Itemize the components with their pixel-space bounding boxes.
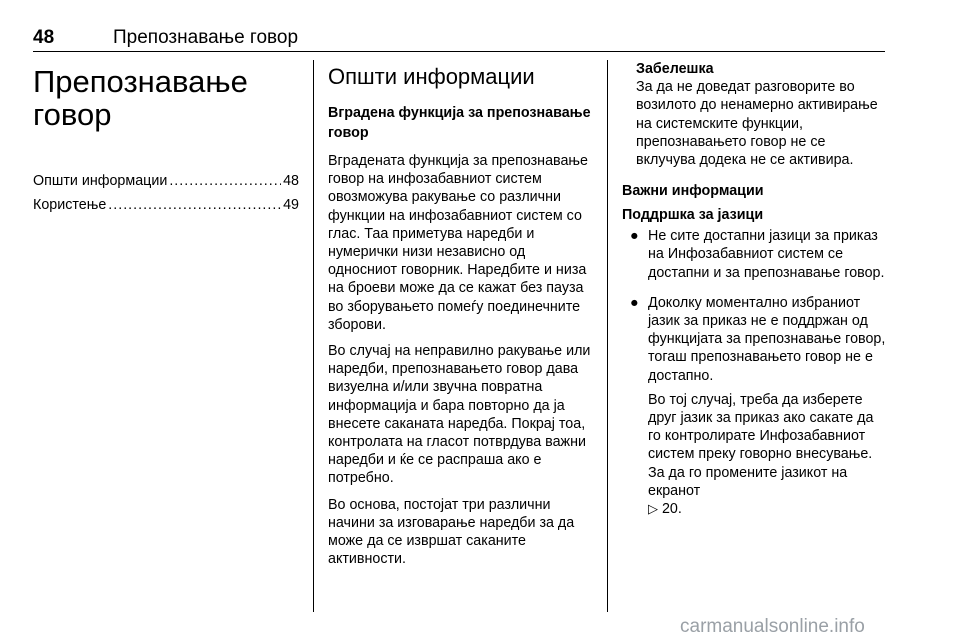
important-title: Важни информации xyxy=(622,183,764,200)
toc-leader-dots xyxy=(169,169,281,193)
bullet-text: Не сите достапни јазици за приказ на Инфозабавниот систем се достапни и за препознавање говор. xyxy=(648,228,885,281)
column-divider xyxy=(607,60,608,612)
bullet-extra-body: Во тој случај, треба да изберете друг јазик за приказ ако сакате да го контролирате Инфозабавниот систем преку говорно внесување. За да го промените јазикот на екранот xyxy=(648,391,874,499)
section-column xyxy=(328,60,594,576)
list-item xyxy=(622,227,888,282)
running-title: Препознавање говор xyxy=(113,27,299,48)
watermark: carmanualsonline.info xyxy=(680,616,865,637)
bullet-icon: ● xyxy=(630,228,639,245)
toc-entry-page: 49 xyxy=(283,197,299,213)
bullet-extra-text xyxy=(648,391,888,518)
chapter-title: Препознавање говор xyxy=(33,64,248,132)
toc-entry-label: Користење xyxy=(33,197,107,213)
notes-column xyxy=(622,60,888,530)
table-of-contents xyxy=(33,169,299,217)
body-paragraph: Во основа, постојат три различни начини за изговарање наредби за да може да се извршат саканите активности. xyxy=(328,496,575,568)
body-paragraph: Вградената функција за препознавање говор на инфозабавниот систем овозможува ракување со различни функции на инфозабавниот систем со глас. Таа приметува наредби и нумерички низи независно од односниот говорник. Наредбите и низа на броеви може да се кажат без пауза во зборувањето помеѓу поединечните зборови. xyxy=(328,153,588,333)
toc-entry-page: 48 xyxy=(283,173,299,189)
reference-page[interactable]: 20. xyxy=(661,501,682,518)
list-item xyxy=(622,294,888,518)
bullet-list xyxy=(622,227,888,518)
page-number: 48 xyxy=(33,27,55,48)
page-header xyxy=(33,25,885,52)
bullet-text: Доколку моментално избраниот јазик за приказ не е поддржан од функцијата за препознавање говор, тогаш препознавањето говор не е достапно. xyxy=(648,294,886,384)
bullet-icon: ● xyxy=(630,294,639,311)
section-title: Општи информации xyxy=(328,64,535,89)
toc-entry[interactable] xyxy=(33,193,299,217)
body-paragraph: Во случај на неправилно ракување или наредби, препознавањето говор дава визуелна и/или звучна повратна информација и бара повторно да ја внесете саканата наредба. Покрај тоа, контролата на гласот потврдува важни наредби и ќе се распраша ако е потребно. xyxy=(328,343,591,487)
reference-arrow-icon[interactable]: ▷ xyxy=(648,501,658,517)
toc-entry-label: Општи информации xyxy=(33,173,168,189)
toc-entry[interactable] xyxy=(33,169,299,193)
note-title: Забелешка xyxy=(636,61,714,77)
chapter-column xyxy=(33,60,299,217)
section-subtitle: Вградена функција за препознавање говор xyxy=(328,105,591,141)
section-body xyxy=(328,152,594,568)
note-text: За да не доведат разговорите во возилото до ненамерно активирање на системските функции, препознавањето говор не се вклучува додека не се активира. xyxy=(636,79,878,169)
column-divider xyxy=(313,60,314,612)
language-support-title: Поддршка за јазици xyxy=(622,207,764,224)
note-block xyxy=(622,60,888,169)
toc-leader-dots xyxy=(108,193,281,217)
